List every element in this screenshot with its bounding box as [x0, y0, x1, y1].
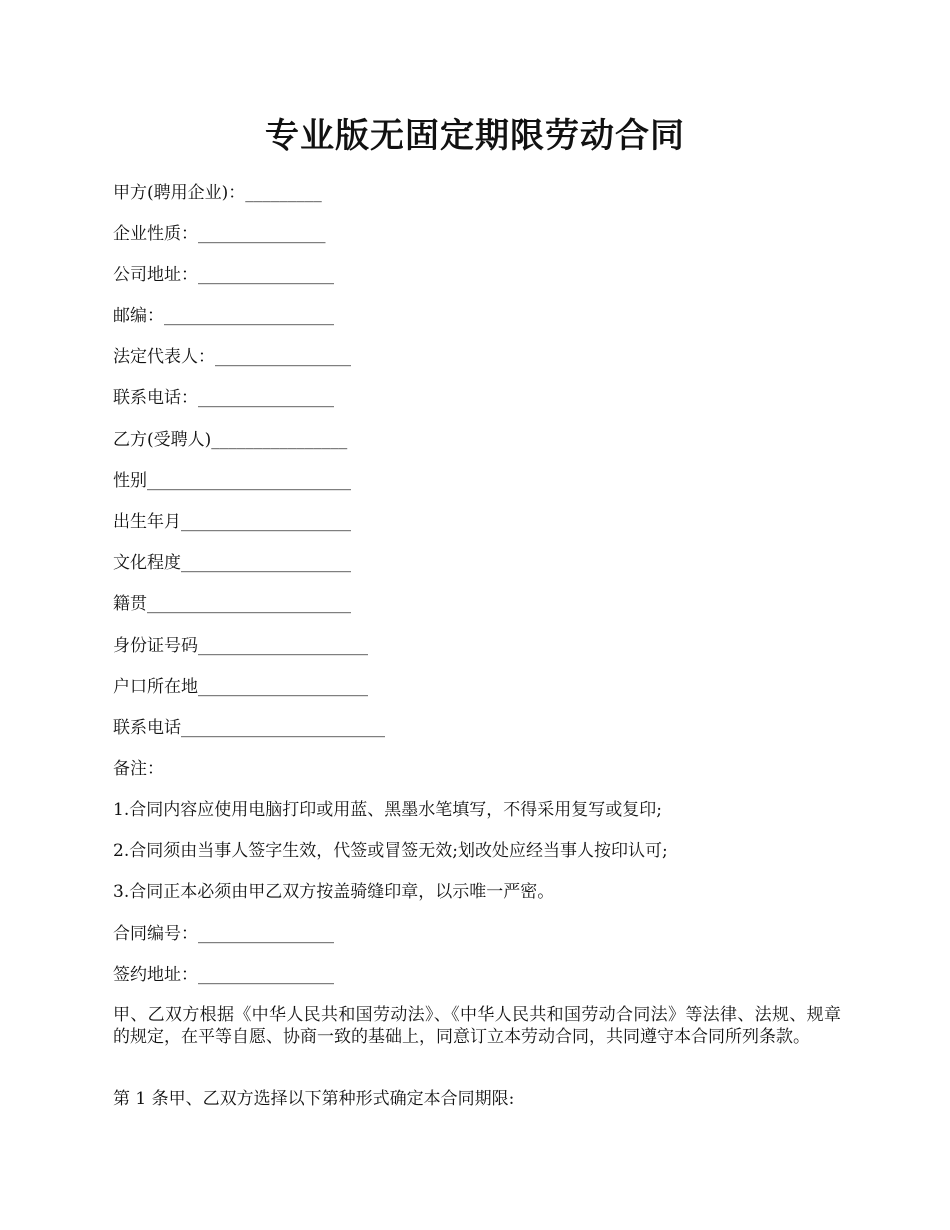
note-item-1: 1.合同内容应使用电脑打印或用蓝、黑墨水笔填写，不得采用复写或复印; [113, 800, 662, 820]
note-item-3: 3.合同正本必须由甲乙双方按盖骑缝印章，以示唯一严密。 [113, 882, 555, 902]
notes-heading: 备注： [113, 759, 164, 779]
legal-representative-line: 法定代表人：________________ [113, 347, 351, 367]
company-phone-line: 联系电话：________________ [113, 388, 334, 408]
company-address-line: 公司地址：________________ [113, 265, 334, 285]
enterprise-nature-line: 企业性质：_______________ [113, 224, 326, 244]
education-level-line: 文化程度____________________ [113, 553, 351, 573]
household-registration-line: 户口所在地____________________ [113, 677, 368, 697]
party-a-employer-line: 甲方(聘用企业)：_________ [113, 183, 322, 203]
employee-phone-line: 联系电话________________________ [113, 718, 385, 738]
preamble-paragraph: 甲、乙双方根据《中华人民共和国劳动法》、《中华人民共和国劳动合同法》等法律、法规、规章的规定，在平等自愿、协商一致的基础上，同意订立本劳动合同，共同遵守本合同所列条款。 [113, 1005, 841, 1047]
signing-address-line: 签约地址：________________ [113, 965, 334, 985]
note-item-2: 2.合同须由当事人签字生效，代签或冒签无效;划改处应经当事人按印认可; [113, 841, 668, 861]
document-title: 专业版无固定期限劳动合同 [265, 116, 685, 156]
postal-code-line: 邮编：____________________ [113, 306, 334, 326]
birth-date-line: 出生年月____________________ [113, 512, 351, 532]
gender-line: 性别________________________ [113, 471, 351, 491]
clause-1-line: 第 1 条甲、乙双方选择以下第种形式确定本合同期限: [113, 1089, 515, 1109]
party-b-employee-line: 乙方(受聘人)________________ [113, 430, 348, 450]
native-place-line: 籍贯________________________ [113, 594, 351, 614]
contract-number-line: 合同编号：________________ [113, 924, 334, 944]
id-number-line: 身份证号码____________________ [113, 636, 368, 656]
